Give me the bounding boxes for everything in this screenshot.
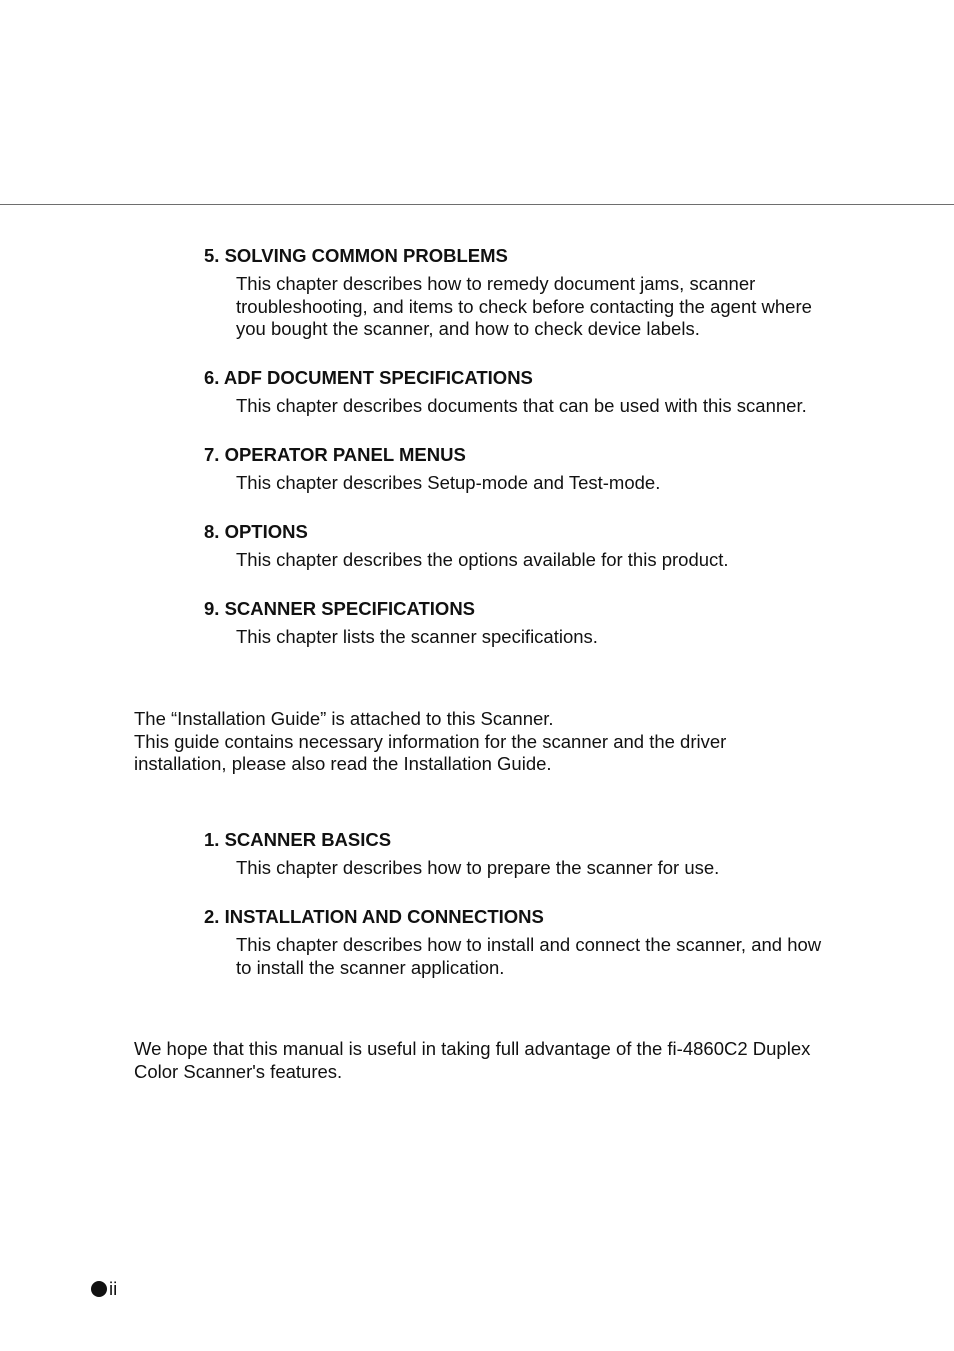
section-description-5	[236, 273, 846, 341]
description-line: This chapter describes documents that can be used with this scanner.	[236, 395, 807, 416]
description-line: This chapter describes how to remedy document jams, scanner	[236, 273, 756, 294]
header-rule	[0, 204, 954, 205]
section-heading-6: 6. ADF DOCUMENT SPECIFICATIONS	[204, 367, 533, 388]
closing-line: Color Scanner's features.	[134, 1060, 343, 1082]
description-line: troubleshooting, and items to check before contacting the agent where	[236, 295, 812, 317]
note-line: This guide contains necessary information for the scanner and the driver	[134, 730, 727, 752]
section-description-8	[236, 549, 846, 572]
section-heading-2: 2. INSTALLATION AND CONNECTIONS	[204, 906, 544, 927]
description-line: This chapter describes the options available for this product.	[236, 549, 729, 570]
section-description-7	[236, 472, 846, 495]
description-line: This chapter describes Setup-mode and Test-mode.	[236, 472, 661, 493]
description-line: This chapter describes how to prepare the scanner for use.	[236, 857, 720, 878]
closing-line: We hope that this manual is useful in taking full advantage of the fi-4860C2 Duplex	[134, 1038, 811, 1059]
section-heading-5: 5. SOLVING COMMON PROBLEMS	[204, 245, 508, 266]
installation-guide-note	[134, 708, 854, 776]
note-line: installation, please also read the Installation Guide.	[134, 753, 552, 774]
note-line: The “Installation Guide” is attached to this Scanner.	[134, 708, 554, 729]
section-heading-7: 7. OPERATOR PANEL MENUS	[204, 444, 466, 465]
description-line: This chapter lists the scanner specifications.	[236, 626, 598, 647]
section-description-9	[236, 626, 846, 649]
section-heading-8: 8. OPTIONS	[204, 521, 308, 542]
description-line: you bought the scanner, and how to check device labels.	[236, 318, 700, 339]
section-heading-9: 9. SCANNER SPECIFICATIONS	[204, 598, 476, 619]
page-footer	[91, 1278, 117, 1300]
closing-paragraph	[134, 1038, 854, 1083]
section-heading-1: 1. SCANNER BASICS	[204, 829, 392, 850]
section-description-1	[236, 857, 846, 880]
bullet-icon	[91, 1281, 107, 1297]
section-description-2	[236, 934, 846, 979]
page-number: ii	[109, 1278, 118, 1299]
description-line: to install the scanner application.	[236, 956, 505, 978]
section-description-6	[236, 395, 846, 418]
description-line: This chapter describes how to install and connect the scanner, and how	[236, 934, 822, 955]
